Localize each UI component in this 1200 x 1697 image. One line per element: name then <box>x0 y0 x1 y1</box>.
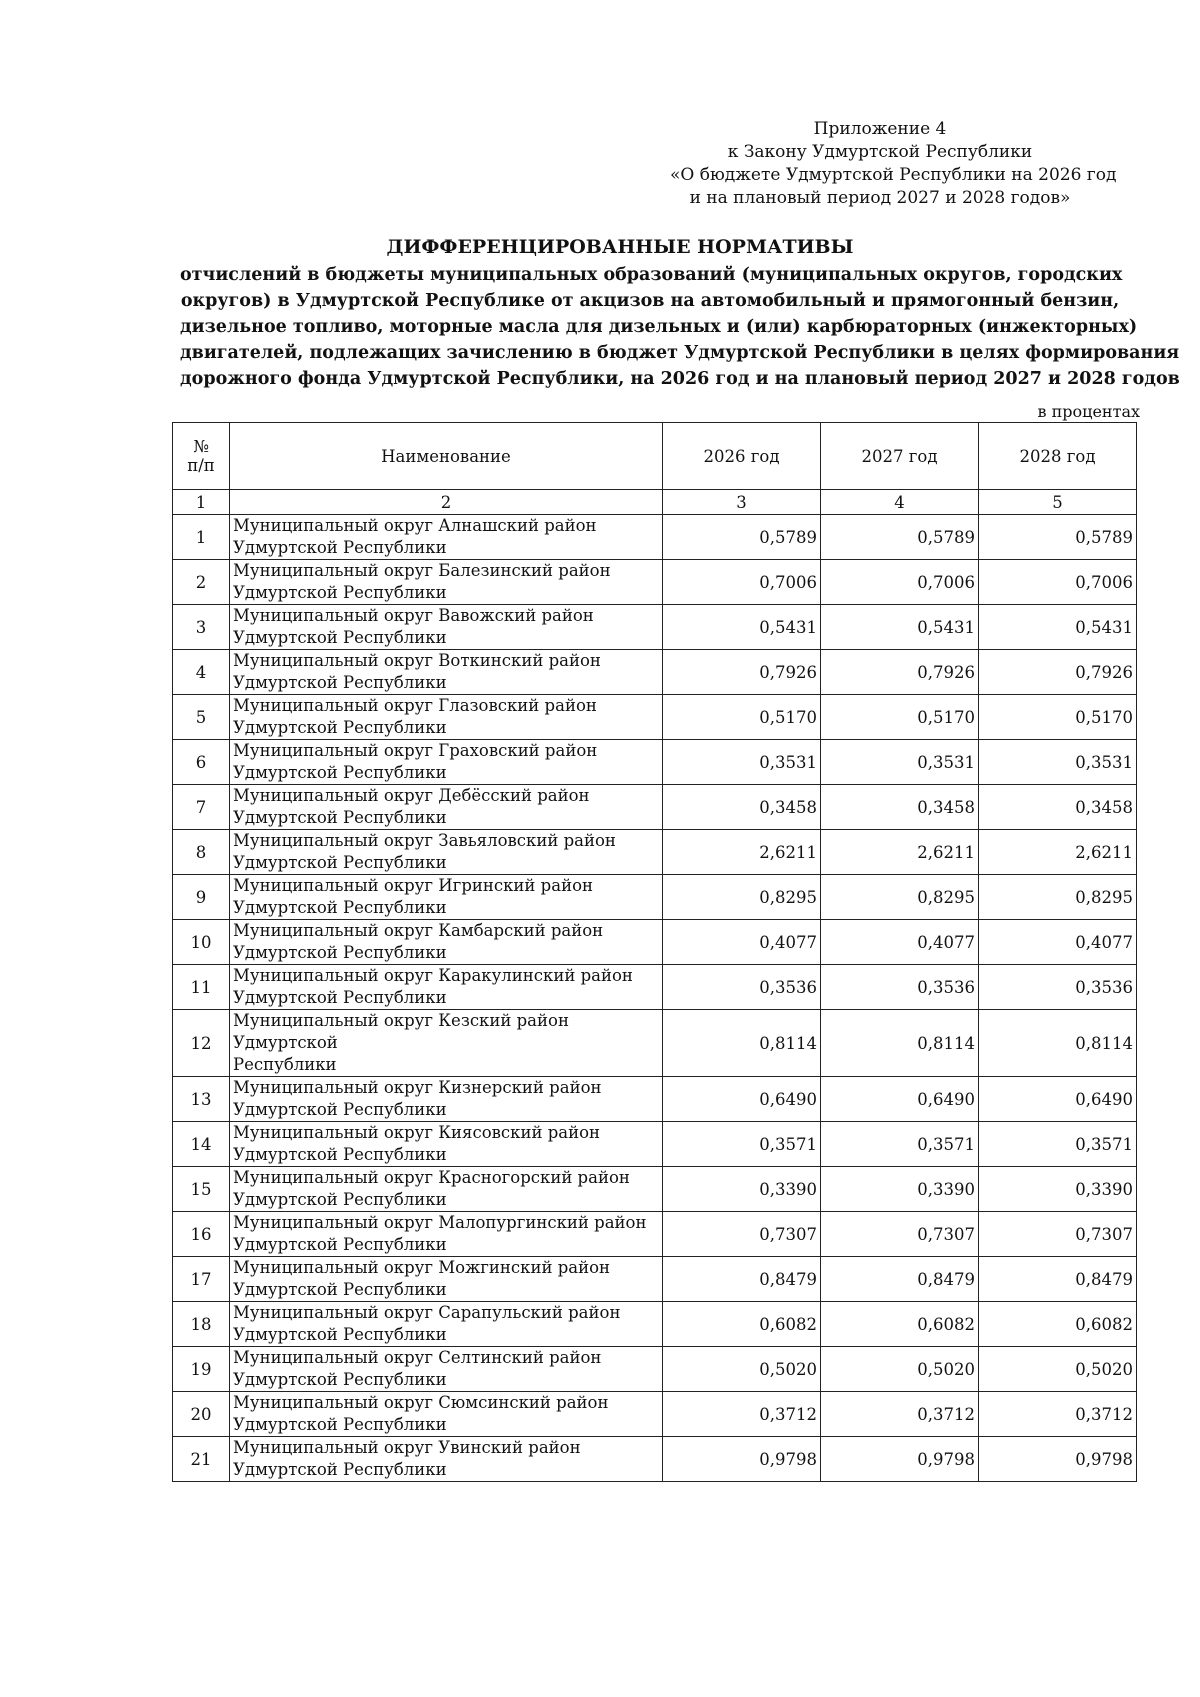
row-number: 3 <box>173 605 230 650</box>
value-2028: 0,7006 <box>979 560 1137 605</box>
appendix-line: к Закону Удмуртской Республики <box>727 142 1033 162</box>
name-line: Удмуртской Республики <box>233 538 447 557</box>
value-2027: 0,6490 <box>821 1077 979 1122</box>
value-2026: 0,8479 <box>663 1257 821 1302</box>
municipality-name <box>230 650 663 695</box>
value-2027: 0,3390 <box>821 1167 979 1212</box>
value-2028: 2,6211 <box>979 830 1137 875</box>
row-number: 4 <box>173 650 230 695</box>
municipality-name <box>230 875 663 920</box>
municipality-name <box>230 1302 663 1347</box>
value-2026: 0,6082 <box>663 1302 821 1347</box>
value-2026: 0,5431 <box>663 605 821 650</box>
value-2026: 2,6211 <box>663 830 821 875</box>
row-number: 10 <box>173 920 230 965</box>
table-row <box>173 560 1137 605</box>
name-line: Муниципальный округ Игринский район <box>233 876 593 895</box>
value-2027: 0,5431 <box>821 605 979 650</box>
subtitle-line: дизельное топливо, моторные масла для дизельных и (или) карбюраторных (инжекторных) <box>180 317 1138 337</box>
name-line: Удмуртской Республики <box>233 583 447 602</box>
value-2027: 0,8479 <box>821 1257 979 1302</box>
name-line: Муниципальный округ Завьяловский район <box>233 831 616 850</box>
name-line: Удмуртской Республики <box>233 898 447 917</box>
municipality-name <box>230 1257 663 1302</box>
value-2027: 0,3531 <box>821 740 979 785</box>
value-2027: 2,6211 <box>821 830 979 875</box>
row-number: 18 <box>173 1302 230 1347</box>
table-row <box>173 965 1137 1010</box>
column-number: 5 <box>979 490 1137 515</box>
value-2026: 0,5020 <box>663 1347 821 1392</box>
document-subtitle <box>180 262 1180 392</box>
name-line: Удмуртской Республики <box>233 1415 447 1434</box>
municipality-name <box>230 830 663 875</box>
row-number: 17 <box>173 1257 230 1302</box>
name-line: Удмуртской Республики <box>233 1235 447 1254</box>
value-2026: 0,3571 <box>663 1122 821 1167</box>
row-number: 5 <box>173 695 230 740</box>
name-line: Муниципальный округ Камбарский район <box>233 921 604 940</box>
name-line: Муниципальный округ Воткинский район <box>233 651 601 670</box>
column-number-row <box>173 490 1137 515</box>
value-2027: 0,5170 <box>821 695 979 740</box>
name-line: Удмуртской Республики <box>233 988 447 1007</box>
value-2027: 0,7006 <box>821 560 979 605</box>
row-number: 8 <box>173 830 230 875</box>
name-line: Удмуртской Республики <box>233 1325 447 1344</box>
value-2027: 0,7307 <box>821 1212 979 1257</box>
value-2026: 0,3712 <box>663 1392 821 1437</box>
name-line: Муниципальный округ Киясовский район <box>233 1123 601 1142</box>
name-line: Удмуртской Республики <box>233 1460 447 1479</box>
name-line: Муниципальный округ Красногорский район <box>233 1168 630 1187</box>
municipality-name <box>230 740 663 785</box>
municipality-name <box>230 560 663 605</box>
municipality-name <box>230 1437 663 1482</box>
row-number: 13 <box>173 1077 230 1122</box>
value-2026: 0,4077 <box>663 920 821 965</box>
name-line: Муниципальный округ Увинский район <box>233 1438 581 1457</box>
table-row <box>173 830 1137 875</box>
row-number: 14 <box>173 1122 230 1167</box>
value-2026: 0,3390 <box>663 1167 821 1212</box>
name-line: Удмуртской Республики <box>233 1190 447 1209</box>
norms-table <box>172 422 1137 1482</box>
value-2028: 0,5170 <box>979 695 1137 740</box>
value-2027: 0,5789 <box>821 515 979 560</box>
municipality-name <box>230 1010 663 1077</box>
name-line: Удмуртской Республики <box>233 1280 447 1299</box>
municipality-name <box>230 965 663 1010</box>
name-line: Удмуртской Республики <box>233 628 447 647</box>
header-2028: 2028 год <box>979 423 1137 490</box>
value-2028: 0,3571 <box>979 1122 1137 1167</box>
name-line: Муниципальный округ Селтинский район <box>233 1348 602 1367</box>
value-2026: 0,3536 <box>663 965 821 1010</box>
municipality-name <box>230 695 663 740</box>
row-number: 12 <box>173 1010 230 1077</box>
value-2027: 0,4077 <box>821 920 979 965</box>
table-row <box>173 650 1137 695</box>
value-2028: 0,7307 <box>979 1212 1137 1257</box>
table-row <box>173 740 1137 785</box>
name-line: Муниципальный округ Кизнерский район <box>233 1078 602 1097</box>
name-line: Удмуртской Республики <box>233 1370 447 1389</box>
value-2028: 0,3390 <box>979 1167 1137 1212</box>
header-name: Наименование <box>230 423 663 490</box>
municipality-name <box>230 605 663 650</box>
value-2027: 0,3571 <box>821 1122 979 1167</box>
name-line: Муниципальный округ Кезский район Удмуртской <box>233 1011 569 1052</box>
table-header-row <box>173 423 1137 490</box>
name-line: Муниципальный округ Балезинский район <box>233 561 611 580</box>
value-2026: 0,8295 <box>663 875 821 920</box>
value-2028: 0,6082 <box>979 1302 1137 1347</box>
subtitle-line: округов) в Удмуртской Республике от акцизов на автомобильный и прямогонный бензин, <box>180 291 1120 311</box>
table-row <box>173 1122 1137 1167</box>
row-number: 2 <box>173 560 230 605</box>
table-row <box>173 1212 1137 1257</box>
value-2028: 0,3458 <box>979 785 1137 830</box>
appendix-line: Приложение 4 <box>813 119 947 139</box>
name-line: Муниципальный округ Вавожский район <box>233 606 594 625</box>
header-number <box>173 423 230 490</box>
name-line: Муниципальный округ Малопургинский район <box>233 1213 647 1232</box>
name-line: Удмуртской Республики <box>233 853 447 872</box>
name-line: Удмуртской Республики <box>233 1100 447 1119</box>
value-2028: 0,6490 <box>979 1077 1137 1122</box>
name-line: Муниципальный округ Сарапульский район <box>233 1303 621 1322</box>
value-2027: 0,3536 <box>821 965 979 1010</box>
name-line: Муниципальный округ Дебёсский район <box>233 786 590 805</box>
value-2026: 0,6490 <box>663 1077 821 1122</box>
value-2026: 0,9798 <box>663 1437 821 1482</box>
name-line: Удмуртской Республики <box>233 1145 447 1164</box>
value-2028: 0,3712 <box>979 1392 1137 1437</box>
name-line: Муниципальный округ Граховский район <box>233 741 598 760</box>
value-2028: 0,5789 <box>979 515 1137 560</box>
value-2028: 0,8114 <box>979 1010 1137 1077</box>
table-row <box>173 1392 1137 1437</box>
value-2028: 0,8295 <box>979 875 1137 920</box>
table-row <box>173 695 1137 740</box>
municipality-name <box>230 1122 663 1167</box>
row-number: 7 <box>173 785 230 830</box>
value-2026: 0,7926 <box>663 650 821 695</box>
value-2028: 0,8479 <box>979 1257 1137 1302</box>
value-2027: 0,9798 <box>821 1437 979 1482</box>
row-number: 20 <box>173 1392 230 1437</box>
municipality-name <box>230 1347 663 1392</box>
value-2026: 0,3531 <box>663 740 821 785</box>
value-2027: 0,3458 <box>821 785 979 830</box>
value-2027: 0,6082 <box>821 1302 979 1347</box>
name-line: Удмуртской Республики <box>233 808 447 827</box>
value-2028: 0,3536 <box>979 965 1137 1010</box>
municipality-name <box>230 1167 663 1212</box>
table-row <box>173 605 1137 650</box>
subtitle-line: двигателей, подлежащих зачислению в бюджет Удмуртской Республики в целях формирования <box>180 343 1180 363</box>
table-row <box>173 1302 1137 1347</box>
value-2026: 0,7006 <box>663 560 821 605</box>
name-line: Муниципальный округ Каракулинский район <box>233 966 633 985</box>
table-row <box>173 875 1137 920</box>
row-number: 1 <box>173 515 230 560</box>
name-line: Муниципальный округ Можгинский район <box>233 1258 611 1277</box>
column-number: 2 <box>230 490 663 515</box>
value-2026: 0,5170 <box>663 695 821 740</box>
name-line: Удмуртской Республики <box>233 718 447 737</box>
row-number: 11 <box>173 965 230 1010</box>
value-2026: 0,5789 <box>663 515 821 560</box>
value-2027: 0,8295 <box>821 875 979 920</box>
value-2027: 0,7926 <box>821 650 979 695</box>
table-row <box>173 1167 1137 1212</box>
appendix-line: и на плановый период 2027 и 2028 годов» <box>689 188 1071 208</box>
row-number: 6 <box>173 740 230 785</box>
subtitle-line: дорожного фонда Удмуртской Республики, на 2026 год и на плановый период 2027 и 2028 годов <box>180 369 1180 389</box>
value-2027: 0,8114 <box>821 1010 979 1077</box>
column-number: 1 <box>173 490 230 515</box>
units-label: в процентах <box>1037 402 1140 421</box>
value-2028: 0,3531 <box>979 740 1137 785</box>
municipality-name <box>230 920 663 965</box>
header-number-sign: № <box>193 437 209 456</box>
value-2028: 0,5431 <box>979 605 1137 650</box>
row-number: 16 <box>173 1212 230 1257</box>
name-line: Удмуртской Республики <box>233 763 447 782</box>
name-line: Удмуртской Республики <box>233 943 447 962</box>
value-2027: 0,5020 <box>821 1347 979 1392</box>
value-2026: 0,8114 <box>663 1010 821 1077</box>
value-2028: 0,5020 <box>979 1347 1137 1392</box>
table-row <box>173 1257 1137 1302</box>
table-row <box>173 920 1137 965</box>
column-number: 4 <box>821 490 979 515</box>
row-number: 15 <box>173 1167 230 1212</box>
table-body <box>173 515 1137 1482</box>
name-line: Муниципальный округ Сюмсинский район <box>233 1393 609 1412</box>
municipality-name <box>230 515 663 560</box>
value-2026: 0,3458 <box>663 785 821 830</box>
value-2028: 0,4077 <box>979 920 1137 965</box>
municipality-name <box>230 1077 663 1122</box>
value-2028: 0,7926 <box>979 650 1137 695</box>
column-number: 3 <box>663 490 821 515</box>
subtitle-line: отчислений в бюджеты муниципальных образований (муниципальных округов, городских <box>180 265 1123 285</box>
name-line: Удмуртской Республики <box>233 673 447 692</box>
document-title: ДИФФЕРЕНЦИРОВАННЫЕ НОРМАТИВЫ <box>386 236 854 258</box>
table-row <box>173 1437 1137 1482</box>
appendix-note <box>670 118 1117 210</box>
header-2027: 2027 год <box>821 423 979 490</box>
header-2026: 2026 год <box>663 423 821 490</box>
name-line: Республики <box>233 1055 337 1074</box>
table-row <box>173 1010 1137 1077</box>
row-number: 19 <box>173 1347 230 1392</box>
value-2026: 0,7307 <box>663 1212 821 1257</box>
table-row <box>173 1077 1137 1122</box>
row-number: 21 <box>173 1437 230 1482</box>
table-row <box>173 515 1137 560</box>
table-row <box>173 1347 1137 1392</box>
name-line: Муниципальный округ Алнашский район <box>233 516 597 535</box>
municipality-name <box>230 785 663 830</box>
value-2028: 0,9798 <box>979 1437 1137 1482</box>
name-line: Муниципальный округ Глазовский район <box>233 696 597 715</box>
table-row <box>173 785 1137 830</box>
row-number: 9 <box>173 875 230 920</box>
appendix-line: «О бюджете Удмуртской Республики на 2026 год <box>670 165 1117 185</box>
value-2027: 0,3712 <box>821 1392 979 1437</box>
header-number-abbr: п/п <box>187 456 215 475</box>
municipality-name <box>230 1392 663 1437</box>
municipality-name <box>230 1212 663 1257</box>
